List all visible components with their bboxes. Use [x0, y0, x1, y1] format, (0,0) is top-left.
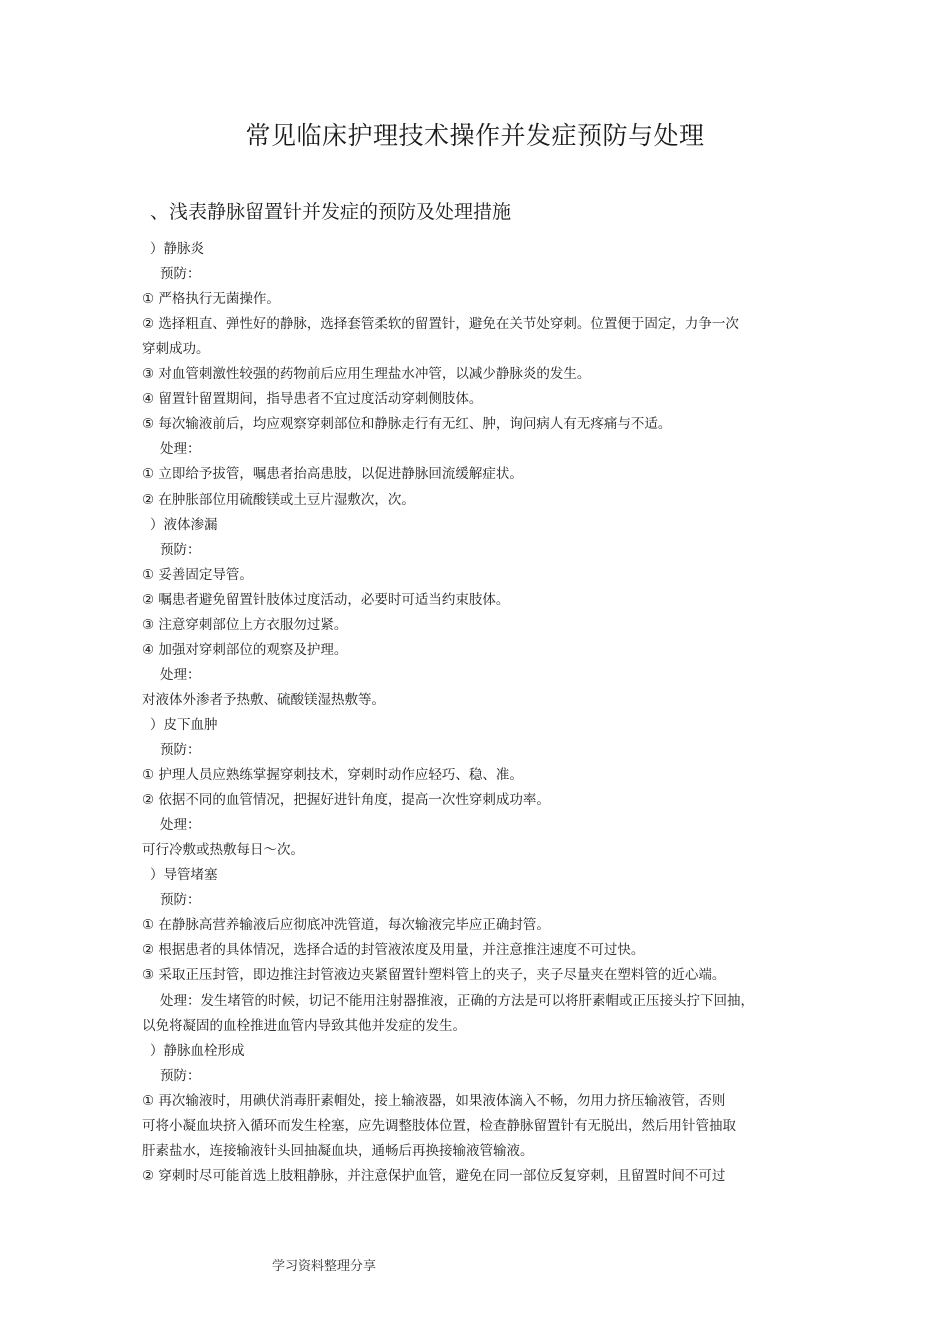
- text-line: 以免将凝固的血栓推进血管内导致其他并发症的发生。: [142, 1017, 466, 1034]
- text-line: ② 嘱患者避免留置针肢体过度活动，必要时可适当约束肢体。: [142, 591, 510, 608]
- text-line: ④ 加强对穿刺部位的观察及护理。: [142, 641, 348, 658]
- text-line: 可将小凝血块挤入循环而发生栓塞，应先调整肢体位置，检查静脉留置针有无脱出，然后用针管抽取: [142, 1117, 736, 1134]
- text-line: ② 在肿胀部位用硫酸镁或土豆片湿敷次，次。: [142, 491, 415, 508]
- text-line: ② 根据患者的具体情况，选择合适的封管液浓度及用量，并注意推注速度不可过快。: [142, 942, 645, 959]
- page-title: 常见临床护理技术操作并发症预防与处理: [245, 121, 705, 150]
- text-line: ① 严格执行无菌操作。: [142, 291, 280, 308]
- text-line: ② 选择粗直、弹性好的静脉，选择套管柔软的留置针，避免在关节处穿刺。位置便于固定，力争一次: [142, 316, 739, 333]
- text-line: 肝素盐水，连接输液针头回抽凝血块，通畅后再换接输液管输液。: [142, 1142, 534, 1159]
- text-line: ② 穿刺时尽可能首选上肢粗静脉，并注意保护血管，避免在同一部位反复穿刺，且留置时间不可过: [142, 1167, 726, 1184]
- text-line: 预防：: [160, 541, 201, 558]
- text-line: ① 护理人员应熟练掌握穿刺技术，穿刺时动作应轻巧、稳、准。: [142, 767, 523, 784]
- text-line: ③ 注意穿刺部位上方衣服勿过紧。: [142, 616, 348, 633]
- text-line: ① 在静脉高营养输液后应彻底冲洗管道，每次输液完毕应正确封管。: [142, 917, 550, 934]
- text-line: 处理：: [160, 441, 201, 458]
- section-heading: 、浅表静脉留置针并发症的预防及处理措施: [150, 201, 512, 223]
- text-line: 预防：: [160, 742, 201, 758]
- text-line: ）静脉炎: [150, 241, 204, 257]
- text-line: 对液体外渗者予热敷、硫酸镁湿热敷等。: [142, 691, 385, 708]
- text-line: ⑤ 每次输液前后，均应观察穿刺部位和静脉走行有无红、肿，询问病人有无疼痛与不适。: [142, 416, 672, 433]
- text-line: 预防：: [160, 1067, 201, 1084]
- page-footer: 学习资料整理分享: [272, 1259, 377, 1274]
- text-line: ③ 对血管刺激性较强的药物前后应用生理盐水冲管，以减少静脉炎的发生。: [142, 366, 591, 383]
- text-line: 处理：: [160, 817, 201, 834]
- text-line: 可行冷敷或热敷每日～次。: [142, 842, 304, 859]
- text-line: ④ 留置针留置期间，指导患者不宜过度活动穿刺侧肢体。: [142, 391, 483, 408]
- text-line: ③ 采取正压封管，即边推注封管液边夹紧留置针塑料管上的夹子，夹子尽量夹在塑料管的近心端。: [142, 967, 726, 984]
- text-line: 穿刺成功。: [142, 341, 210, 358]
- text-line: ① 立即给予拔管，嘱患者抬高患肢，以促进静脉回流缓解症状。: [142, 466, 523, 483]
- text-line: ② 依据不同的血管情况，把握好进针角度，提高一次性穿刺成功率。: [142, 792, 550, 809]
- text-line: ）液体渗漏: [150, 516, 218, 533]
- text-line: ① 妥善固定导管。: [142, 566, 253, 583]
- text-line: ）皮下血肿: [150, 716, 218, 733]
- text-line: 预防：: [160, 892, 201, 909]
- text-line: 处理：发生堵管的时候，切记不能用注射器推液，正确的方法是可以将肝素帽或正压接头拧下回抽，: [160, 992, 754, 1009]
- text-line: ）导管堵塞: [150, 867, 218, 884]
- text-line: 预防：: [160, 266, 201, 283]
- text-line: 处理：: [160, 666, 201, 683]
- text-line: ① 再次输液时，用碘伏消毒肝素帽处，接上输液器，如果液体滴入不畅，勿用力挤压输液管，否则: [142, 1092, 726, 1109]
- text-line: ）静脉血栓形成: [150, 1042, 245, 1059]
